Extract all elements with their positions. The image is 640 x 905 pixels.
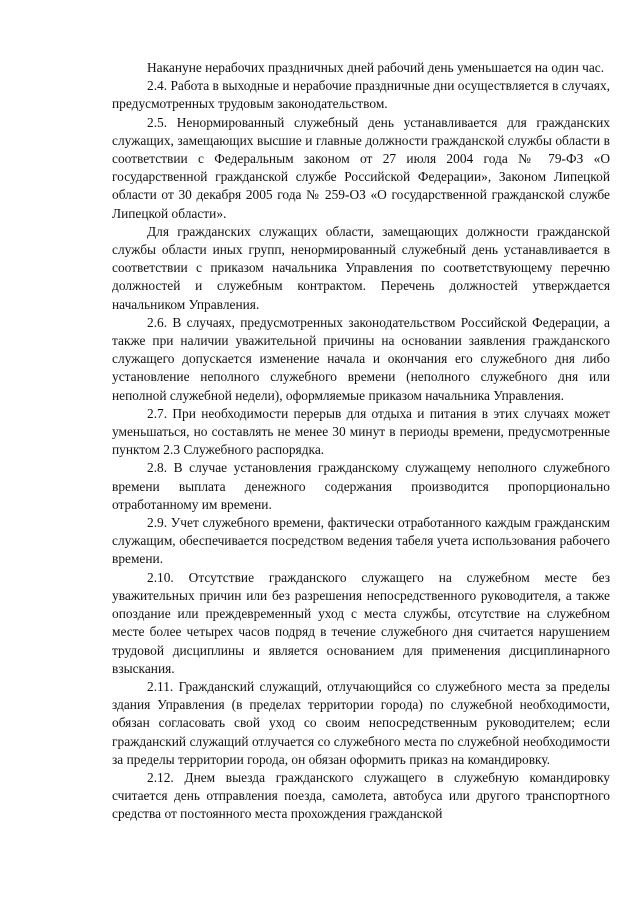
paragraph-2-8: 2.8. В случае установления гражданскому служащему неполного служебного времени выплата денежного содержания производится пропорционально отработанному им времени. xyxy=(112,460,610,512)
document-text-body xyxy=(112,59,610,824)
paragraph-2-5-other-groups: Для гражданских служащих области, замещающих должности гражданской службы области иных групп, ненормированный служебный день устанавливается в соответствии с приказом начальника Управления по соответствующему перечню должностей и служебным контрактом. Перечень должностей утверждается начальником Управления. xyxy=(112,223,610,312)
paragraph-2-4: 2.4. Работа в выходные и нерабочие праздничные дни осуществляется в случаях, предусмотренных трудовым законодательством. xyxy=(112,78,610,112)
paragraph-working-day-before-holiday: Накануне нерабочих праздничных дней рабочий день уменьшается на один час. xyxy=(147,60,605,75)
paragraph-2-12: 2.12. Днем выезда гражданского служащего в служебную командировку считается день отправления поезда, самолета, автобуса или другого транспортного средства от постоянного места прохождения гражданской xyxy=(112,769,610,822)
paragraph-2-10: 2.10. Отсутствие гражданского служащего на служебном месте без уважительных причин или без разрешения непосредственного руководителя, а также опоздание или преждевременный уход с места службы, отсутствие на служебном месте более четырех часов подряд в течение служебного дня считается нарушением трудовой дисциплины и является основанием для применения дисциплинарного взыскания. xyxy=(112,569,610,676)
paragraph-2-5: 2.5. Ненормированный служебный день устанавливается для гражданских служащих, замещающих высшие и главные должности гражданской службы области в соответствии с Федеральным законом от 27 июля 2004 года № 79-ФЗ «О государственной гражданской службе Российской Федерации», Законом Липецкой области от 30 декабря 2005 года № 259-ОЗ «О государственной гражданской службе Липецкой области». xyxy=(112,114,610,221)
paragraph-2-11: 2.11. Гражданский служащий, отлучающийся со служебного места за пределы здания Управления (в пределах территории города) по служебной необходимости, обязан согласовать свой уход со своим непосредственным руководителем; если гражданский служащий отлучается со служебного места по служебной необходимости за пределы территории города, он обязан оформить приказ на командировку. xyxy=(112,678,610,767)
paragraph-2-9: 2.9. Учет служебного времени, фактически отработанного каждым гражданским служащим, обеспечивается посредством ведения табеля учета использования рабочего времени. xyxy=(112,515,610,567)
paragraph-2-6: 2.6. В случаях, предусмотренных законодательством Российской Федерации, а также при наличии уважительной причины на основании заявления гражданского служащего допускается изменение начала и окончания его служебного дня либо установление неполного служебного времени (неполного служебного дня или неполной служебной недели), оформляемые приказом начальника Управления. xyxy=(112,314,610,403)
paragraph-2-7: 2.7. При необходимости перерыв для отдыха и питания в этих случаях может уменьшаться, но составлять не менее 30 минут в периоды времени, предусмотренные пунктом 2.3 Служебного распорядка. xyxy=(112,405,610,458)
